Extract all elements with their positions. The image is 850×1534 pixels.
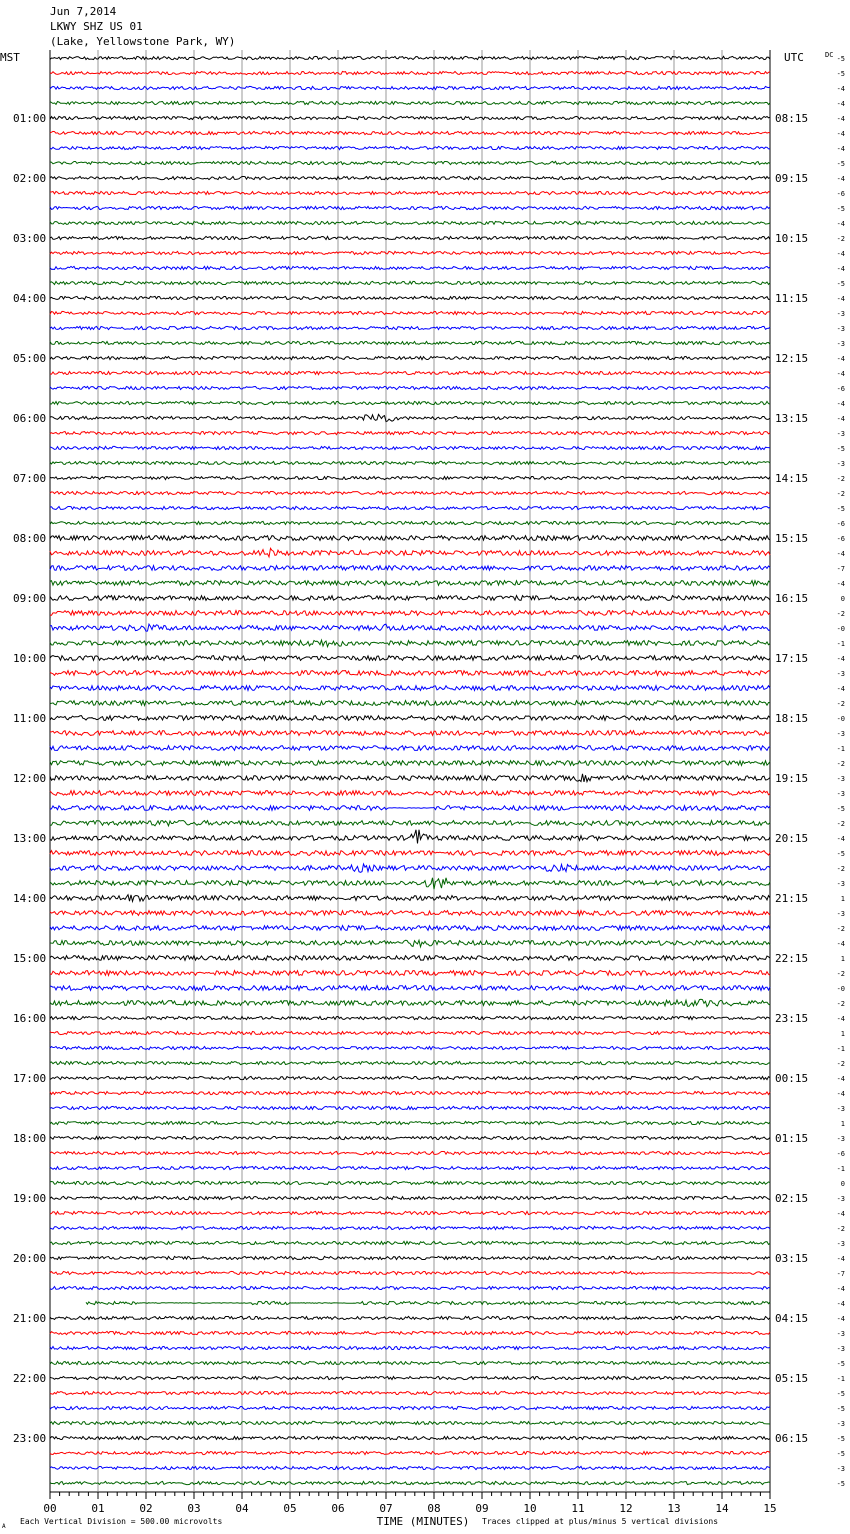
x-tick-label: 06: [331, 1502, 345, 1515]
seismic-trace: [50, 1151, 770, 1154]
mst-hour-label: 23:00: [13, 1432, 47, 1445]
utc-hour-label: 06:15: [775, 1432, 809, 1445]
utc-hour-label: 16:15: [775, 592, 809, 605]
dc-offset-label: -4: [836, 415, 845, 423]
dc-offset-label: -5: [836, 505, 845, 513]
seismic-trace: [50, 386, 770, 389]
dc-offset-label: -4: [836, 1255, 845, 1263]
mst-axis-label: MST: [0, 51, 20, 64]
dc-offset-label: -5: [836, 280, 845, 288]
dc-offset-label: 0: [840, 1180, 845, 1188]
seismic-trace: [50, 656, 770, 661]
dc-offset-label: -2: [836, 475, 845, 483]
seismic-trace: [50, 414, 770, 421]
seismic-trace: [50, 1346, 770, 1349]
seismic-trace: [50, 624, 770, 631]
dc-offset-label: -5: [836, 1360, 845, 1368]
dc-offset-label: -4: [836, 115, 845, 123]
seismic-trace: [86, 1301, 770, 1304]
dc-offset-label: -0: [836, 715, 845, 723]
utc-hour-label: 19:15: [775, 772, 809, 785]
utc-hour-label: 13:15: [775, 412, 809, 425]
seismic-trace: [50, 236, 770, 239]
utc-hour-label: 03:15: [775, 1252, 809, 1265]
seismic-trace: [50, 671, 770, 676]
dc-offset-label: -0: [836, 625, 845, 633]
dc-offset-label: -1: [836, 1045, 845, 1053]
seismic-trace: [50, 341, 770, 344]
utc-hour-label: 18:15: [775, 712, 809, 725]
dc-offset-label: -3: [836, 670, 845, 678]
dc-offset-label: -5: [836, 805, 845, 813]
seismic-trace: [50, 716, 770, 721]
utc-hour-label: 02:15: [775, 1192, 809, 1205]
mst-hour-label: 22:00: [13, 1372, 47, 1385]
utc-hour-label: 12:15: [775, 352, 809, 365]
dc-offset-label: -4: [836, 550, 845, 558]
mst-hour-label: 05:00: [13, 352, 47, 365]
x-tick-label: 04: [235, 1502, 249, 1515]
dc-offset-label: 1: [840, 1030, 845, 1038]
seismic-trace: [50, 1136, 770, 1139]
seismic-trace: [50, 1391, 770, 1394]
x-tick-label: 07: [379, 1502, 393, 1515]
seismic-trace: [50, 971, 770, 976]
seismic-trace: [50, 1271, 770, 1274]
seismic-trace: [50, 774, 770, 782]
x-tick-label: 01: [91, 1502, 105, 1515]
dc-offset-label: -5: [836, 205, 845, 213]
x-tick-label: 15: [763, 1502, 777, 1515]
seismic-trace: [50, 191, 770, 194]
dc-offset-label: -3: [836, 1465, 845, 1473]
mst-hour-label: 20:00: [13, 1252, 47, 1265]
seismic-trace: [50, 1316, 770, 1319]
seismic-trace: [50, 176, 770, 179]
seismic-trace: [50, 1361, 770, 1364]
seismic-trace: [50, 1451, 770, 1454]
seismic-trace: [50, 71, 770, 74]
dc-offset-label: -4: [836, 220, 845, 228]
dc-offset-label: -3: [836, 1135, 845, 1143]
dc-offset-label: -4: [836, 355, 845, 363]
dc-offset-label: -4: [836, 940, 845, 948]
dc-offset-label: -3: [836, 790, 845, 798]
dc-offset-label: -7: [836, 1270, 845, 1278]
station-code: LKWY SHZ US 01: [50, 20, 143, 33]
utc-axis-label: UTC: [784, 51, 804, 64]
dc-offset-label: -4: [836, 1285, 845, 1293]
seismic-trace: [50, 311, 770, 314]
utc-hour-label: 01:15: [775, 1132, 809, 1145]
seismic-trace: [50, 56, 770, 59]
dc-offset-label: -3: [836, 1105, 845, 1113]
utc-hour-label: 04:15: [775, 1312, 809, 1325]
utc-hour-label: 08:15: [775, 112, 809, 125]
seismic-trace: [50, 536, 770, 541]
seismic-trace: [50, 446, 770, 449]
seismic-trace: [50, 1046, 770, 1049]
dc-offset-label: -5: [836, 1405, 845, 1413]
corner-mark: A: [2, 1523, 6, 1530]
seismic-trace: [50, 581, 770, 586]
seismic-trace: [50, 1331, 770, 1334]
dc-offset-label: -2: [836, 610, 845, 618]
seismic-trace: [50, 731, 770, 736]
x-tick-label: 09: [475, 1502, 489, 1515]
dc-offset-label: -3: [836, 460, 845, 468]
dc-offset-label: -4: [836, 130, 845, 138]
dc-offset-label: -3: [836, 730, 845, 738]
seismic-trace: [50, 1286, 770, 1289]
dc-offset-label: -3: [836, 325, 845, 333]
dc-offset-label: -2: [836, 1000, 845, 1008]
seismic-trace: [50, 746, 770, 751]
x-tick-label: 05: [283, 1502, 297, 1515]
mst-hour-label: 07:00: [13, 472, 47, 485]
record-date: Jun 7,2014: [50, 5, 117, 18]
dc-offset-label: -4: [836, 295, 845, 303]
dc-offset-label: -5: [836, 1390, 845, 1398]
dc-offset-label: -2: [836, 1225, 845, 1233]
seismic-trace: [50, 1466, 770, 1469]
seismic-trace: [50, 911, 770, 916]
seismic-trace: [50, 131, 770, 134]
x-tick-label: 11: [571, 1502, 585, 1515]
seismic-trace: [50, 476, 770, 479]
mst-hour-label: 17:00: [13, 1072, 47, 1085]
dc-offset-label: 1: [840, 1120, 845, 1128]
dc-offset-label: -4: [836, 580, 845, 588]
dc-offset-label: -3: [836, 1195, 845, 1203]
seismic-trace: [50, 640, 770, 647]
x-tick-label: 14: [715, 1502, 729, 1515]
seismic-trace: [50, 266, 770, 269]
seismic-trace: [50, 821, 770, 826]
seismic-trace: [50, 791, 770, 796]
dc-offset-label: -5: [836, 850, 845, 858]
dc-offset-label: -6: [836, 190, 845, 198]
dc-offset-label: -4: [836, 250, 845, 258]
scale-note: Each Vertical Division = 500.00 microvolts: [20, 1517, 223, 1526]
x-tick-label: 10: [523, 1502, 537, 1515]
utc-hour-label: 17:15: [775, 652, 809, 665]
mst-hour-label: 14:00: [13, 892, 47, 905]
seismic-trace: [50, 851, 770, 856]
x-tick-label: 02: [139, 1502, 153, 1515]
utc-hour-label: 20:15: [775, 832, 809, 845]
seismic-trace: [50, 1436, 770, 1439]
seismic-trace: [50, 830, 770, 844]
dc-offset-label: -3: [836, 910, 845, 918]
mst-hour-label: 04:00: [13, 292, 47, 305]
mst-hour-label: 19:00: [13, 1192, 47, 1205]
dc-offset-label: -5: [836, 1435, 845, 1443]
seismic-trace: [50, 864, 770, 872]
dc-offset-label: -4: [836, 175, 845, 183]
mst-hour-label: 13:00: [13, 832, 47, 845]
dc-offset-label: -3: [836, 880, 845, 888]
seismic-trace: [50, 431, 770, 434]
seismic-trace: [50, 1421, 770, 1424]
dc-offset-label: -5: [836, 55, 845, 63]
utc-hour-label: 14:15: [775, 472, 809, 485]
mst-hour-label: 03:00: [13, 232, 47, 245]
utc-hour-label: 05:15: [775, 1372, 809, 1385]
seismic-trace: [50, 1016, 770, 1019]
seismic-trace: [50, 281, 770, 284]
seismic-trace: [50, 461, 770, 464]
seismic-trace: [50, 878, 770, 889]
seismic-trace: [50, 701, 770, 706]
dc-offset-label: -2: [836, 490, 845, 498]
seismic-trace: [50, 1481, 770, 1484]
mst-hour-label: 15:00: [13, 952, 47, 965]
seismic-trace: [50, 371, 770, 374]
seismic-trace: [50, 926, 770, 931]
dc-offset-label: -4: [836, 1210, 845, 1218]
dc-offset-label: -7: [836, 565, 845, 573]
seismic-trace: [50, 686, 770, 691]
utc-hour-label: 21:15: [775, 892, 809, 905]
dc-offset-label: -0: [836, 985, 845, 993]
x-tick-label: 08: [427, 1502, 441, 1515]
seismic-trace: [50, 548, 770, 557]
dc-offset-label: -3: [836, 1330, 845, 1338]
x-tick-label: 12: [619, 1502, 633, 1515]
mst-hour-label: 21:00: [13, 1312, 47, 1325]
seismic-trace: [50, 506, 770, 509]
x-axis-title: TIME (MINUTES): [376, 1515, 470, 1528]
mst-hour-label: 06:00: [13, 412, 47, 425]
mst-hour-label: 02:00: [13, 172, 47, 185]
seismic-trace: [50, 1106, 770, 1109]
seismic-trace: [50, 895, 770, 902]
dc-offset-label: -4: [836, 265, 845, 273]
dc-offset-label: -5: [836, 160, 845, 168]
x-tick-label: 03: [187, 1502, 201, 1515]
seismic-trace: [50, 521, 770, 524]
utc-hour-label: 15:15: [775, 532, 809, 545]
dc-offset-label: -4: [836, 685, 845, 693]
seismic-trace: [50, 1076, 770, 1079]
seismic-trace: [50, 1256, 770, 1259]
seismic-trace: [50, 251, 770, 254]
dc-offset-label: -2: [836, 970, 845, 978]
seismic-trace: [50, 326, 770, 329]
x-tick-label: 00: [43, 1502, 57, 1515]
dc-offset-label: -4: [836, 655, 845, 663]
dc-offset-label: -3: [836, 775, 845, 783]
seismic-trace: [50, 86, 770, 89]
dc-offset-label: -2: [836, 1060, 845, 1068]
mst-hour-label: 16:00: [13, 1012, 47, 1025]
mst-hour-label: 10:00: [13, 652, 47, 665]
dc-offset-label: 0: [840, 595, 845, 603]
seismic-trace: [50, 1091, 770, 1094]
seismic-trace: [50, 116, 770, 119]
seismic-trace: [50, 1196, 770, 1199]
trace-group: [50, 56, 770, 1484]
dc-offset-label: -1: [836, 745, 845, 753]
station-location: (Lake, Yellowstone Park, WY): [50, 35, 236, 48]
dc-offset-label: -4: [836, 1075, 845, 1083]
dc-offset-label: -1: [836, 1375, 845, 1383]
seismic-trace: [50, 221, 770, 224]
dc-offset-label: -6: [836, 535, 845, 543]
dc-offset-label: 1: [840, 955, 845, 963]
dc-offset-label: -4: [836, 835, 845, 843]
seismic-trace: [50, 206, 770, 209]
dc-offset-label: 1: [840, 895, 845, 903]
dc-offset-label: -2: [836, 865, 845, 873]
clip-note: Traces clipped at plus/minus 5 vertical divisions: [482, 1517, 719, 1526]
utc-hour-label: 23:15: [775, 1012, 809, 1025]
seismic-trace: [50, 1406, 770, 1409]
dc-offset-label: -3: [836, 430, 845, 438]
seismic-trace: [50, 161, 770, 164]
dc-offset-label: -2: [836, 235, 845, 243]
dc-offset-label: -3: [836, 340, 845, 348]
seismic-trace: [50, 296, 770, 299]
mst-hour-label: 01:00: [13, 112, 47, 125]
dc-offset-label: -4: [836, 1015, 845, 1023]
dc-offset-label: -1: [836, 1165, 845, 1173]
dc-offset-label: -5: [836, 1450, 845, 1458]
axis-labels: [0, 51, 845, 1530]
dc-offset-label: -2: [836, 820, 845, 828]
dc-offset-label: -3: [836, 310, 845, 318]
seismic-trace: [50, 999, 770, 1006]
mst-hour-label: 08:00: [13, 532, 47, 545]
dc-offset-label: -4: [836, 100, 845, 108]
utc-hour-label: 11:15: [775, 292, 809, 305]
dc-label: DC: [825, 51, 834, 59]
seismic-trace: [50, 101, 770, 104]
seismic-trace: [50, 1226, 770, 1229]
dc-offset-label: -4: [836, 145, 845, 153]
mst-hour-label: 09:00: [13, 592, 47, 605]
seismic-trace: [50, 356, 770, 359]
dc-offset-label: -2: [836, 700, 845, 708]
dc-offset-label: -4: [836, 1300, 845, 1308]
utc-hour-label: 09:15: [775, 172, 809, 185]
seismic-trace: [50, 1166, 770, 1169]
seismic-trace: [50, 1061, 770, 1064]
seismic-trace: [50, 1121, 770, 1124]
dc-offset-label: -4: [836, 400, 845, 408]
utc-hour-label: 00:15: [775, 1072, 809, 1085]
seismic-trace: [50, 1031, 770, 1034]
seismic-trace: [50, 956, 770, 961]
seismic-trace: [50, 401, 770, 404]
dc-offset-label: -6: [836, 1150, 845, 1158]
dc-offset-label: -4: [836, 85, 845, 93]
seismic-trace: [50, 611, 770, 616]
seismic-trace: [50, 761, 770, 766]
seismic-trace: [50, 940, 770, 947]
seismic-trace: [50, 566, 770, 571]
dc-offset-label: -2: [836, 760, 845, 768]
dc-offset-label: -6: [836, 520, 845, 528]
mst-hour-label: 18:00: [13, 1132, 47, 1145]
seismic-trace: [50, 986, 770, 991]
seismic-trace: [50, 1376, 770, 1379]
seismic-trace: [50, 491, 770, 494]
seismic-trace: [50, 146, 770, 149]
mst-hour-label: 12:00: [13, 772, 47, 785]
seismic-trace: [50, 1181, 770, 1184]
dc-offset-label: -5: [836, 445, 845, 453]
dc-offset-label: -3: [836, 1240, 845, 1248]
seismic-trace: [50, 596, 770, 601]
mst-hour-label: 11:00: [13, 712, 47, 725]
seismic-trace: [50, 1241, 770, 1244]
dc-offset-label: -5: [836, 1480, 845, 1488]
dc-offset-label: -2: [836, 925, 845, 933]
dc-offset-label: -4: [836, 1090, 845, 1098]
dc-offset-label: -1: [836, 640, 845, 648]
seismic-trace: [50, 806, 770, 811]
x-tick-label: 13: [667, 1502, 681, 1515]
dc-offset-label: -4: [836, 1315, 845, 1323]
dc-offset-label: -5: [836, 70, 845, 78]
dc-offset-label: -3: [836, 1420, 845, 1428]
dc-offset-label: -6: [836, 385, 845, 393]
utc-hour-label: 22:15: [775, 952, 809, 965]
utc-hour-label: 10:15: [775, 232, 809, 245]
seismic-trace: [50, 1211, 770, 1214]
dc-offset-label: -4: [836, 370, 845, 378]
dc-offset-label: -3: [836, 1345, 845, 1353]
